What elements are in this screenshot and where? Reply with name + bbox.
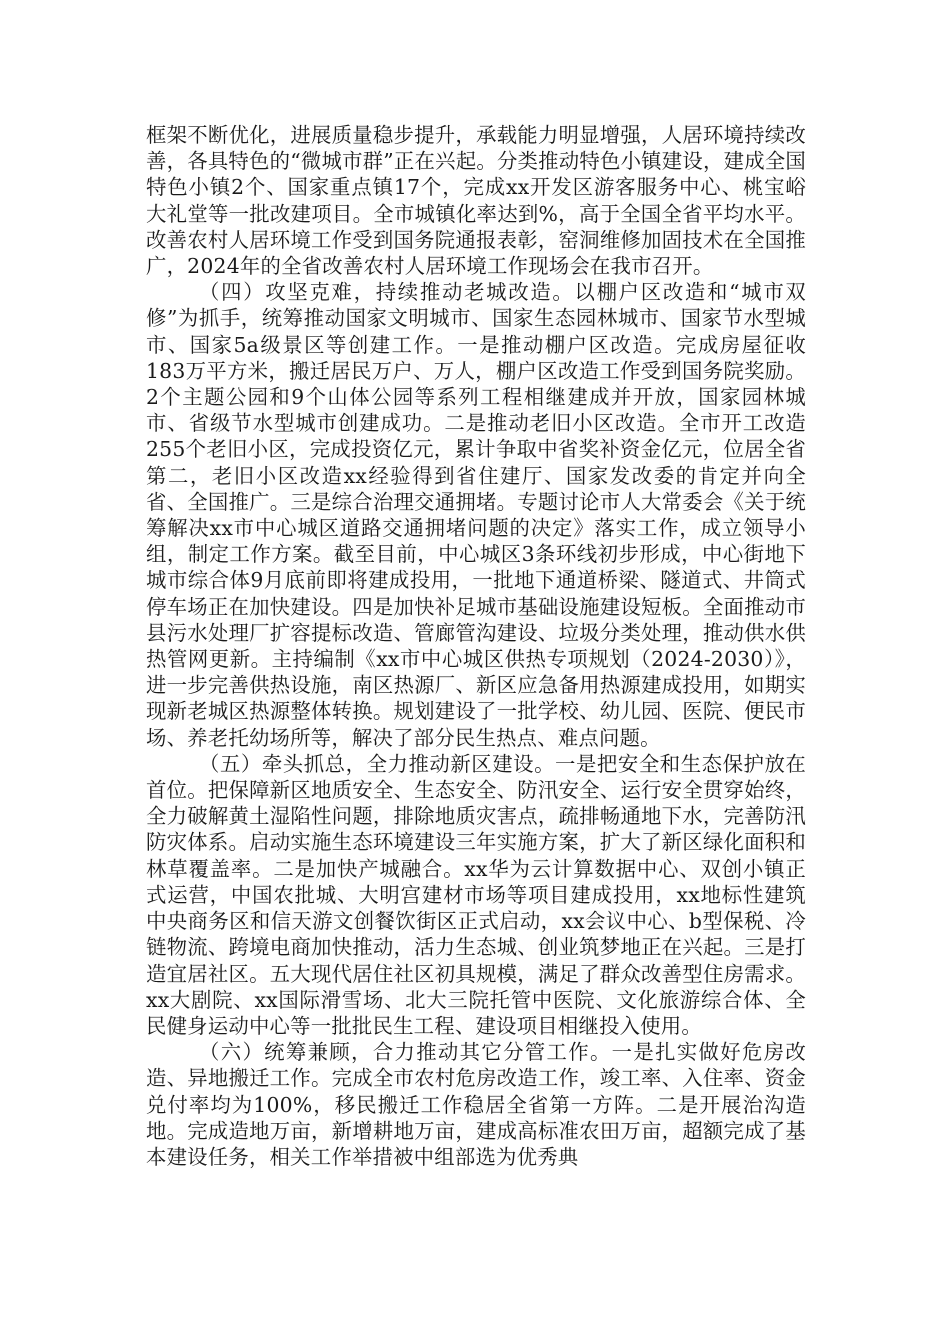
paragraph-old-city-renovation: （四）攻坚克难，持续推动老城改造。以棚户区改造和“城市双修”为抓手，统筹推动国家文明城市、国家生态园林城市、国家节水型城市、国家5a级景区等创建工作。一是推动棚户区改造。完成房屋征收183万平方米，搬迁居民万户、万人，棚户区改造工作受到国务院奖励。2个主题公园和9个山体公园等系列工程相继建成并开放，国家园林城市、省级节水型城市创建成功。二是推动老旧小区改造。全市开工改造255个老旧小区，完成投资亿元，累计争取中省奖补资金亿元，位居全省第二，老旧小区改造xx经验得到省住建厅、国家发改委的肯定并向全省、全国推广。三是综合治理交通拥堵。专题讨论市人大常委会《关于统筹解决xx市中心城区道路交通拥堵问题的决定》落实工作，成立领导小组，制定工作方案。截至目前，中心城区3条环线初步形成，中心街地下城市综合体9月底前即将建成投用，一批地下通道桥梁、隧道式、井筒式停车场正在加快建设。四是加快补足城市基础设施建设短板。全面推动市县污水处理厂扩容提标改造、管廊管沟建设、垃圾分类处理，推动供水供热管网更新。主持编制《xx市中心城区供热专项规划（2024-2030）》，进一步完善供热设施，南区热源厂、新区应急备用热源建成投用，如期实现新老城区热源整体转换。规划建设了一批学校、幼儿园、医院、便民市场、养老托幼场所等，解决了部分民生热点、难点问题。 — [146, 280, 806, 750]
paragraph-urbanization-continued: 框架不断优化，进展质量稳步提升，承载能力明显增强，人居环境持续改善，各具特色的“微城市群”正在兴起。分类推动特色小镇建设，建成全国特色小镇2个、国家重点镇17个，完成xx开发区游客服务中心、桃宝峪大礼堂等一批改建项目。全市城镇化率达到%，高于全国全省平均水平。改善农村人居环境工作受到国务院通报表彰，窑洞维修加固技术在全国推广，2024年的全省改善农村人居环境工作现场会在我市召开。 — [146, 123, 806, 279]
paragraph-new-district-construction: （五）牵头抓总，全力推动新区建设。一是把安全和生态保护放在首位。把保障新区地质安全、生态安全、防汛安全、运行安全贯穿始终，全力破解黄土湿陷性问题，排除地质灾害点，疏排畅通地下水，完善防汛防灾体系。启动实施生态环境建设三年实施方案，扩大了新区绿化面积和林草覆盖率。二是加快产城融合。xx华为云计算数据中心、双创小镇正式运营，中国农批城、大明宫建材市场等项目建成投用，xx地标性建筑中央商务区和信天游文创餐饮街区正式启动，xx会议中心、b型保税、冷链物流、跨境电商加快推动，活力生态城、创业筑梦地正在兴起。三是打造宜居社区。五大现代居住社区初具规模，满足了群众改善型住房需求。xx大剧院、xx国际滑雪场、北大三院托管中医院、文化旅游综合体、全民健身运动中心等一批批民生工程、建设项目相继投入使用。 — [146, 751, 806, 1038]
paragraph-other-work: （六）统筹兼顾，合力推动其它分管工作。一是扎实做好危房改造、异地搬迁工作。完成全市农村危房改造工作，竣工率、入住率、资金兑付率均为100%，移民搬迁工作稳居全省第一方阵。二是开展治沟造地。完成造地万亩，新增耕地万亩，建成高标准农田万亩，超额完成了基本建设任务，相关工作举措被中组部选为优秀典 — [146, 1040, 806, 1169]
document-body — [146, 122, 806, 1170]
